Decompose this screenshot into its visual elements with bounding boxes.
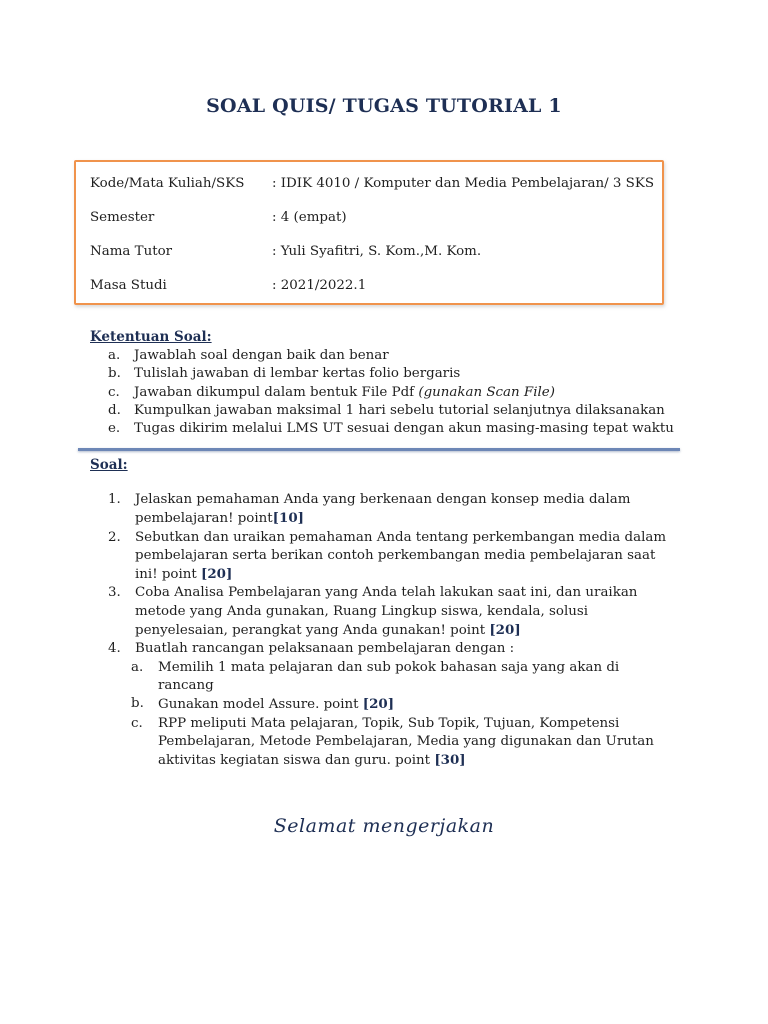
list-item: [108, 420, 674, 438]
list-marker: 1.: [108, 492, 121, 507]
points-label: [20]: [362, 696, 395, 713]
info-row-tutor: [90, 244, 481, 259]
points-label: [30]: [434, 752, 466, 769]
list-marker: a.: [131, 659, 144, 675]
section-divider: [78, 448, 680, 451]
question-item: [108, 491, 668, 529]
list-marker: c.: [131, 715, 143, 731]
question-text: Buatlah rancangan pelaksanaan pembelajaran dengan :: [135, 641, 515, 657]
list-marker: 4.: [108, 641, 121, 657]
question-text: Coba Analisa Pembelajaran yang Anda telah lakukan saat ini, dan uraikan metode yang Anda gunakan, Ruang Lingkup siswa, kendala, solusi penyelesaian, perangkat yang Anda gunakan! point: [135, 585, 642, 639]
rules-list: [108, 347, 674, 438]
info-value: : Yuli Syafitri, S. Kom.,M. Kom.: [272, 244, 482, 259]
info-key: Nama Tutor: [90, 244, 173, 259]
question-item: [108, 529, 671, 585]
list-item: [108, 365, 674, 383]
info-key: Kode/Mata Kuliah/SKS: [90, 176, 245, 191]
closing-greeting: Selamat mengerjakan: [273, 815, 495, 837]
question-item: [108, 584, 668, 640]
questions-list: [108, 491, 671, 770]
list-marker: a.: [108, 348, 121, 363]
info-value: : IDIK 4010 / Komputer dan Media Pembelajaran/ 3 SKS: [272, 176, 655, 191]
list-marker: c.: [108, 384, 120, 400]
info-key: Semester: [90, 210, 155, 225]
sub-item-text: RPP meliputi Mata pelajaran, Topik, Sub Topik, Tujuan, Kompetensi Pembelajaran, Metode Pembelajaran, Media yang digunakan dan Urutan aktivitas kegiatan siswa dan guru. point: [158, 715, 659, 769]
info-row-study-period: [90, 278, 366, 293]
rule-note: (gunakan Scan File): [418, 384, 555, 400]
rules-heading: Ketentuan Soal:: [90, 329, 212, 345]
list-marker: d.: [108, 402, 121, 418]
list-marker: 3.: [108, 585, 121, 601]
list-marker: e.: [108, 421, 121, 437]
rule-text: Jawablah soal dengan baik dan benar: [134, 348, 389, 363]
info-value: : 4 (empat): [272, 210, 347, 225]
points-label: [10]: [272, 510, 304, 527]
list-item: [108, 402, 674, 420]
list-item: [108, 384, 674, 402]
sub-item-text: Memilih 1 mata pelajaran dan sub pokok bahasan saja yang akan di rancang: [158, 659, 620, 693]
info-row-course: [90, 176, 654, 191]
document-title: SOAL QUIS/ TUGAS TUTORIAL 1: [206, 95, 562, 117]
rule-text: Kumpulkan jawaban maksimal 1 hari sebelu tutorial selanjutnya dilaksanakan: [134, 402, 665, 418]
sub-item: [131, 659, 668, 696]
course-info-box: [74, 160, 664, 305]
list-item: [108, 347, 674, 365]
rule-text: Tugas dikirim melalui LMS UT sesuai dengan akun masing-masing tepat waktu: [134, 421, 674, 437]
question-text: Sebutkan dan uraikan pemahaman Anda tentang perkembangan media dalam pembelajaran serta berikan contoh perkembangan media pembelajaran saat ini! point: [135, 529, 671, 583]
sub-item: [131, 715, 668, 771]
question-item: [108, 640, 668, 658]
soal-heading: Soal:: [90, 457, 128, 473]
list-marker: 2.: [108, 529, 121, 545]
info-value: : 2021/2022.1: [272, 278, 367, 293]
rule-text: Tulislah jawaban di lembar kertas folio bergaris: [134, 366, 461, 382]
list-marker: b.: [131, 696, 144, 712]
info-row-semester: [90, 210, 347, 225]
sub-item-text: Gunakan model Assure. point: [158, 697, 363, 713]
rule-text: Jawaban dikumpul dalam bentuk File Pdf: [134, 384, 419, 400]
sub-item: [131, 695, 668, 714]
question-text: Jelaskan pemahaman Anda yang berkenaan dengan konsep media dalam pembelajaran! point: [135, 492, 631, 527]
list-marker: b.: [108, 366, 121, 382]
points-label: [20]: [201, 566, 233, 583]
points-label: [20]: [489, 622, 521, 639]
info-key: Masa Studi: [90, 278, 167, 293]
